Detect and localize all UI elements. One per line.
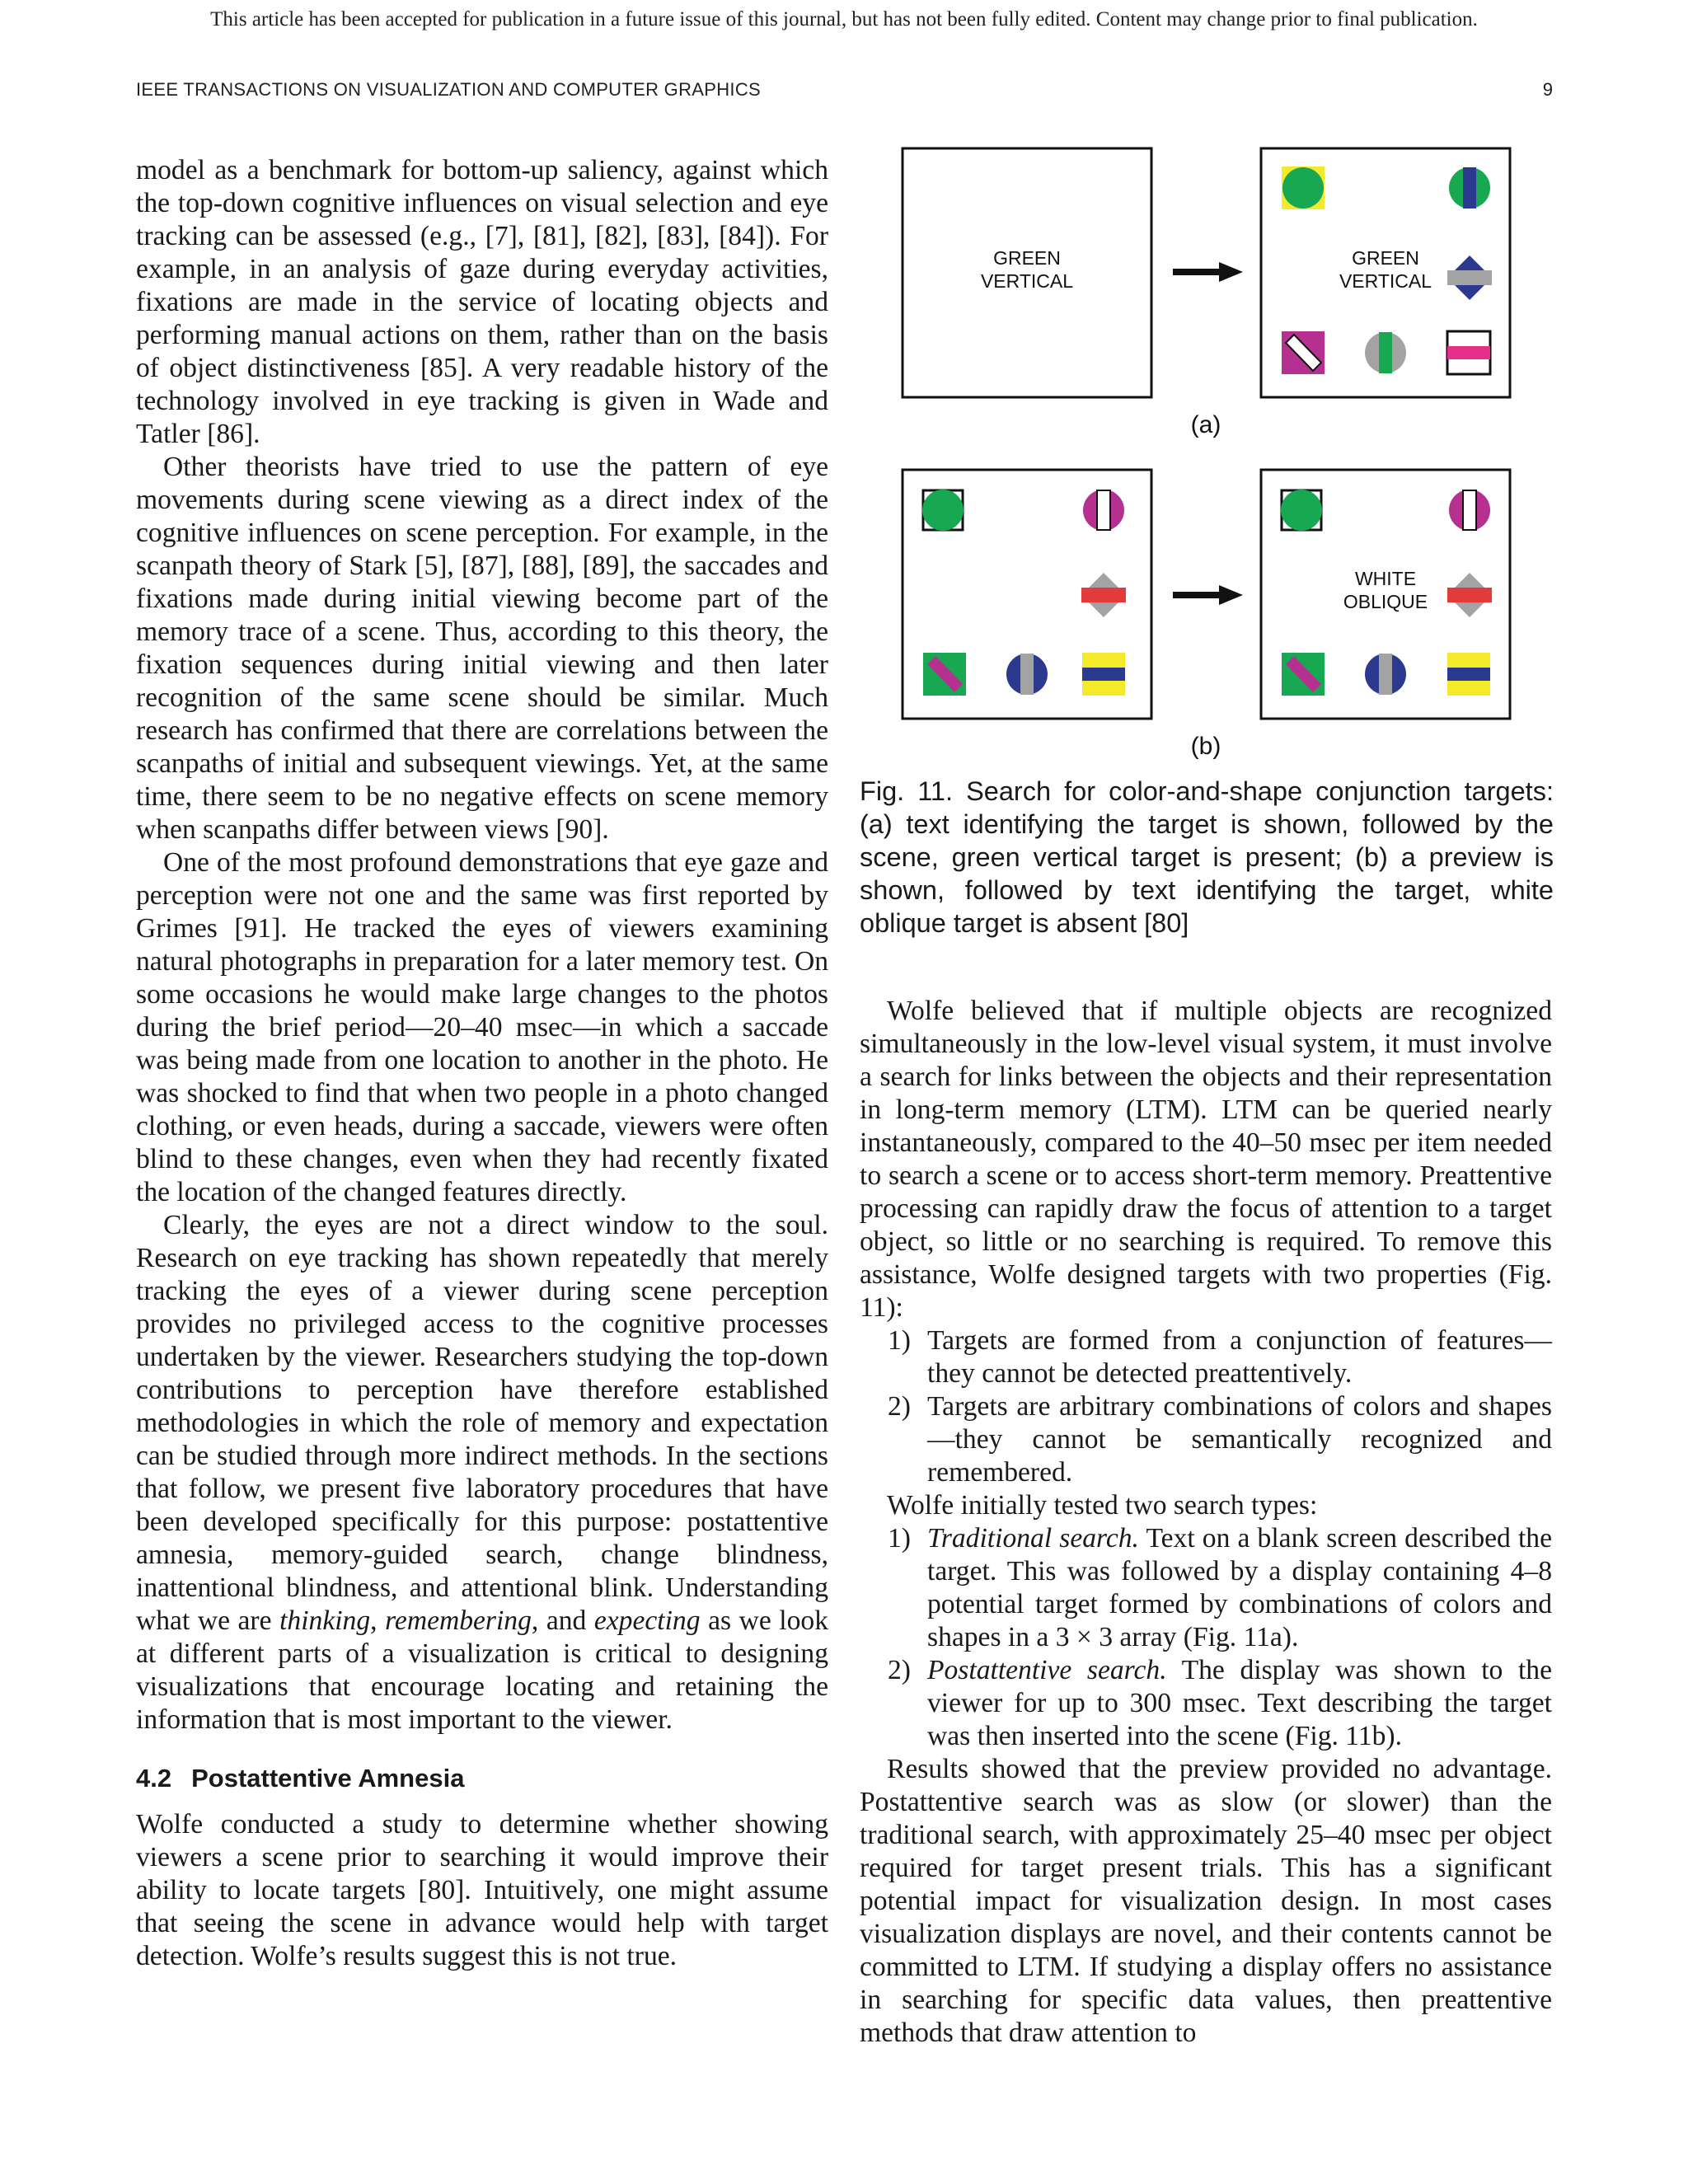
- stimulus-navy-circle-gray-bar: [1365, 654, 1406, 695]
- list-item: [860, 1324, 1552, 1390]
- text-run: , and: [531, 1605, 594, 1636]
- section-heading: [136, 1762, 828, 1795]
- stimulus-magenta-circle-white-bar: [1083, 490, 1124, 531]
- panel-b-text-line2: OBLIQUE: [1343, 591, 1428, 612]
- page-number: 9: [1542, 79, 1553, 100]
- stimulus-yellow-square-navy-bar: [1082, 653, 1125, 696]
- list-item: [860, 1522, 1552, 1654]
- stimulus-black-square-green-circle: [922, 490, 964, 531]
- paragraph: model as a benchmark for bottom-up saliency, against which the top-down cognitive influences on visual selection and eye tracking can be assessed (e.g., [7], [81], [82], [83], [84]). For example, in an analysis of gaze during everyday activities, fixations are made in the service of locating objects and performing manual actions on them, rather than on the basis of object distinctiveness [85]. A very readable history of the technology involved in eye tracking is given in Wade and Tatler [86].: [136, 155, 828, 449]
- text-run: ,: [370, 1605, 386, 1636]
- stimulus-yellow-square-green-circle: [1282, 166, 1325, 209]
- stimulus-green-square-magenta-oblique: [1282, 653, 1325, 696]
- paragraph: Wolfe initially tested two search types:: [887, 1490, 1318, 1521]
- emphasis-thinking: thinking: [279, 1605, 371, 1636]
- list-item: [860, 1390, 1552, 1489]
- list-marker: 2): [888, 1391, 911, 1422]
- figure-11-graphic: [860, 140, 1552, 766]
- journal-running-head: IEEE TRANSACTIONS ON VISUALIZATION AND COMPUTER GRAPHICS: [136, 79, 761, 100]
- stimulus-navy-circle-gray-bar: [1006, 654, 1048, 695]
- emphasis-remembering: remembering: [385, 1605, 532, 1636]
- text-run: Clearly, the eyes are not a direct window to the soul. Research on eye tracking has shown repeatedly that merely tracking the eyes of a viewer during scene perception provides no privileged access to the cognitive processes undertaken by the viewer. Researchers studying the top-down contributions to perception have therefore established methodologies in which the role of memory and expectation can be studied through more indirect methods. In the sections that follow, we present five laboratory procedures that have been developed specifically for this purpose: postattentive amnesia, memory-guided search, change blindness, inattentional blindness, and attentional blink. Understanding what we are: [136, 1210, 828, 1636]
- panel-a-text-line1: GREEN: [993, 247, 1061, 269]
- stimulus-black-square-green-circle: [1281, 490, 1322, 531]
- list-text: Targets are formed from a conjunction of features—they cannot be detected preattentively.: [927, 1325, 1552, 1389]
- stimulus-yellow-square-navy-bar: [1447, 653, 1490, 696]
- paragraph: Wolfe conducted a study to determine whether showing viewers a scene prior to searching it would improve their ability to locate targets [80]. Intuitively, one might assume that seeing the scene in advance would help with target detection. Wolfe’s results suggest this is not true.: [136, 1809, 828, 1971]
- search-type-list: [860, 1522, 1552, 1753]
- list-marker: 1): [888, 1523, 911, 1554]
- paragraph: One of the most profound demonstrations that eye gaze and perception were not one and the same was first reported by Grimes [91]. He tracked the eyes of viewers examining natural photographs in preparation for a later memory test. On some occasions he would make large changes to the photos during the brief period—20–40 msec—in which a saccade was being made from one location to another in the photo. He was shocked to find that when two people in a photo changed clothing, or even heads, during a saccade, viewers were often blind to these changes, even when they had recently fixated the location of the changed features directly.: [136, 847, 828, 1207]
- list-term: Traditional search.: [927, 1523, 1139, 1554]
- right-column: [860, 995, 1552, 2050]
- paragraph: Results showed that the preview provided no advantage. Postattentive search was as slow (or slower) than the traditional search, with approximately 25–40 msec per object required for target present trials. This has a significant potential impact for visualization design. In most cases visualization displays are novel, and their contents cannot be committed to LTM. If studying a display offers no assistance in searching for specific data values, then preattentive methods that draw attention to: [860, 1754, 1552, 2048]
- figure-caption: Fig. 11. Search for color-and-shape conjunction targets: (a) text identifying the target is shown, followed by the scene, green vertical target is present; (b) a preview is shown, followed by text identifying the target, white oblique target is absent [80]: [860, 776, 1554, 938]
- section-title: Postattentive Amnesia: [191, 1764, 465, 1793]
- stimulus-green-square-magenta-oblique: [923, 653, 966, 696]
- paragraph: Other theorists have tried to use the pattern of eye movements during scene viewing as a direct index of the cognitive influences on scene perception. For example, in the scanpath theory of Stark [5], [87], [88], [89], the saccades and fixations made during initial viewing become part of the memory trace of a scene. Thus, according to this theory, the fixation sequences during initial viewing and then later recognition of the same scene should be similar. Much research has confirmed that there are correlations between the scanpaths of initial and subsequent viewings. Yet, at the same time, there seem to be no negative effects on scene memory when scanpaths differ between views [90].: [136, 452, 828, 845]
- list-text: Text on a blank screen described the target. This was followed by a display containing 4–8 potential target formed by combinations of colors and shapes in a 3 × 3 array (Fig. 11a).: [927, 1523, 1552, 1652]
- panel-a-scene-text-line1: GREEN: [1352, 247, 1419, 269]
- list-term: Postattentive search.: [927, 1655, 1167, 1685]
- publication-banner: This article has been accepted for publication in a future issue of this journal, but has not been fully edited. Content may change prior to final publication.: [210, 8, 1478, 30]
- stimulus-gray-circle-green-bar: [1365, 332, 1406, 373]
- panel-a-text-line2: VERTICAL: [980, 270, 1074, 292]
- left-column: [136, 154, 828, 1973]
- panel-b-label: (b): [1190, 733, 1221, 760]
- list-marker: 1): [888, 1325, 911, 1356]
- panel-b-text-line1: WHITE: [1354, 568, 1417, 589]
- stimulus-green-circle-vertical-bar: [1449, 167, 1490, 209]
- list-text: Targets are arbitrary combinations of colors and shapes—they cannot be semantically recognized and remembered.: [927, 1391, 1552, 1488]
- property-list: [860, 1324, 1552, 1489]
- paragraph: [136, 1209, 828, 1736]
- arrow-icon: [1173, 585, 1243, 605]
- list-item: [860, 1654, 1552, 1753]
- section-number: 4.2: [136, 1764, 172, 1793]
- list-marker: 2): [888, 1655, 911, 1685]
- paragraph: Wolfe believed that if multiple objects are recognized simultaneously in the low-level visual system, it must involve a search for links between the objects and their representation in long-term memory (LTM). LTM can be queried nearly instantaneously, compared to the 40–50 msec per item needed to search a scene or to access short-term memory. Preattentive processing can rapidly draw the focus of attention to a target object, so little or no searching is required. To remove this assistance, Wolfe designed targets with two properties (Fig. 11):: [860, 996, 1552, 1323]
- arrow-icon: [1173, 262, 1243, 282]
- stimulus-magenta-circle-white-bar: [1449, 490, 1490, 531]
- panel-a-scene-text-line2: VERTICAL: [1339, 270, 1432, 292]
- text-run: as we look at different parts of a visualization is critical to designing visualizations that encourage locating and retaining the information that is most important to the viewer.: [136, 1605, 828, 1735]
- panel-a-label: (a): [1190, 411, 1221, 438]
- stimulus-white-square-pink-bar: [1447, 331, 1490, 374]
- emphasis-expecting: expecting: [593, 1605, 701, 1636]
- list-text: The display was shown to the viewer for up to 300 msec. Text describing the target was then inserted into the scene (Fig. 11b).: [927, 1655, 1552, 1751]
- stimulus-magenta-square-oblique-bar: [1282, 331, 1325, 374]
